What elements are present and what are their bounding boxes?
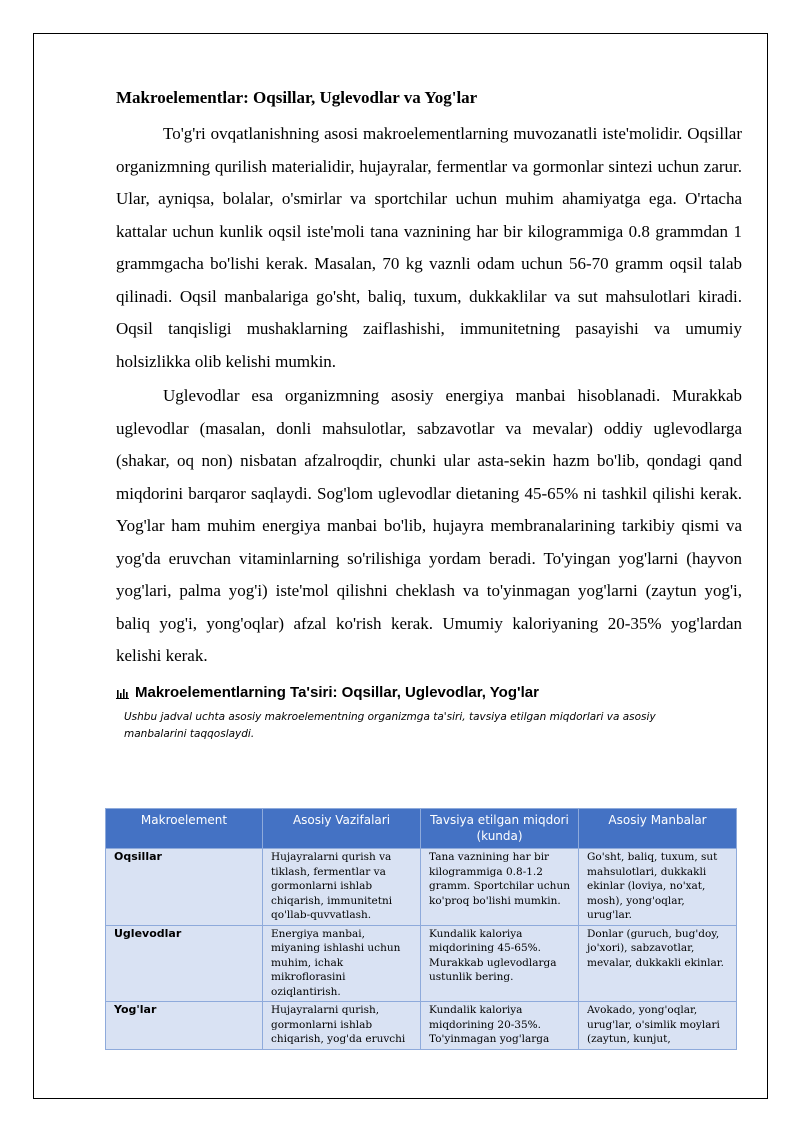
cell-text: Kundalik kaloriya miqdorining 20-35%. To'yinmagan yog'larga <box>429 1004 550 1045</box>
table-cell: Hujayralarni qurish va tiklash, fermentlar va gormonlarni ishlab chiqarish, immunitetni qo'llab-quvvatlash. <box>263 849 421 926</box>
bar-chart-icon <box>116 687 129 699</box>
header-cell: Makroelement <box>106 809 263 849</box>
table-cell <box>421 1002 579 1050</box>
row-label: Oqsillar <box>106 849 263 926</box>
table-cell: Tana vaznining har bir kilogrammiga 0.8-1.2 gramm. Sportchilar uchun ko'proq bo'lishi mumkin. <box>421 849 579 926</box>
table-row <box>106 925 737 1002</box>
paragraph-proteins: To'g'ri ovqatlanishning asosi makroelementlarning muvozanatli iste'molidir. Oqsillar organizmning qurilish materialidir, hujayralar, fermentlar va gormonlar sintezi uchun zarur. Ular, ayniqsa, bolalar, o'smirlar va sportchilar uchun muhim ahamiyatga ega. O'rtacha kattalar uchun kunlik oqsil iste'moli tana vaznining har bir kilogrammiga 0.8 grammdan 1 grammgacha bo'lishi kerak. Masalan, 70 kg vaznli odam uchun 56-70 gramm oqsil talab qilinadi. Oqsil manbalariga go'sht, baliq, tuxum, dukkaklilar va sut mahsulotlari kiradi. Oqsil tanqisligi mushaklarning zaiflashishi, immunitetning pasayishi va umumiy holsizlikka olib kelishi mumkin. <box>116 124 742 371</box>
macronutrient-table <box>105 808 737 1050</box>
table-cell: Go'sht, baliq, tuxum, sut mahsulotlari, dukkakli ekinlar (loviya, no'xat, mosh), yong'oqlar, urug'lar. <box>579 849 737 926</box>
table-header-row <box>106 809 737 849</box>
table-heading-block <box>116 683 742 743</box>
header-cell: Asosiy Vazifalari <box>263 809 421 849</box>
row-label <box>106 1002 263 1050</box>
table-title-text: Makroelementlarning Ta'siri: Oqsillar, Uglevodlar, Yog'lar <box>135 683 539 701</box>
table-cell: Energiya manbai, miyaning ishlashi uchun muhim, ichak mikroflorasini oziqlantirish. <box>263 925 421 1002</box>
table-caption: Ushbu jadval uchta asosiy makroelementning organizmga ta'siri, tavsiya etilgan miqdorlari va asosiy manbalarini taqqoslaydi. <box>124 710 656 740</box>
table-row <box>106 849 737 926</box>
cell-text: Hujayralarni qurish, gormonlarni ishlab chiqarish, yog'da eruvchi <box>271 1004 406 1045</box>
row-label-text: Yog'lar <box>114 1003 157 1016</box>
cell-text: Avokado, yong'oqlar, urug'lar, o'simlik moylari (zaytun, kunjut, <box>587 1004 720 1045</box>
table-cell <box>579 1002 737 1050</box>
table-title <box>116 683 742 703</box>
header-cell: Asosiy Manbalar <box>579 809 737 849</box>
table-row <box>106 1002 737 1050</box>
paragraph-carbs-fats: Uglevodlar esa organizmning asosiy energiya manbai hisoblanadi. Murakkab uglevodlar (masalan, donli mahsulotlar, sabzavotlar va mevalar) oddiy uglevodlarga (shakar, oq non) nisbatan afzalroqdir, chunki ular asta-sekin hazm bo'lib, qondagi qand miqdorini barqaror saqlaydi. Sog'lom uglevodlar dietaning 45-65% ni tashkil qilishi kerak. Yog'lar ham muhim energiya manbai bo'lib, hujayra membranalarining tarkibiy qismi va yog'da eruvchan vitaminlarning so'rilishiga yordam beradi. To'yingan yog'larni (hayvon yog'lari, palma yog'i) iste'mol qilishni cheklash va to'yinmagan yog'larni (zaytun yog'i, baliq yog'i, yong'oqlar) afzal ko'rish kerak. Umumiy kaloriyaning 20-35% yog'lardan kelishi kerak. <box>116 386 742 665</box>
table-cell <box>263 1002 421 1050</box>
table-cell: Donlar (guruch, bug'doy, jo'xori), sabzavotlar, mevalar, dukkakli ekinlar. <box>579 925 737 1002</box>
document-body <box>116 86 742 747</box>
table-cell: Kundalik kaloriya miqdorining 45-65%. Murakkab uglevodlarga ustunlik bering. <box>421 925 579 1002</box>
header-cell: Tavsiya etilgan miqdori (kunda) <box>421 809 579 849</box>
row-label: Uglevodlar <box>106 925 263 1002</box>
section-heading: Makroelementlar: Oqsillar, Uglevodlar va Yog'lar <box>116 88 478 107</box>
